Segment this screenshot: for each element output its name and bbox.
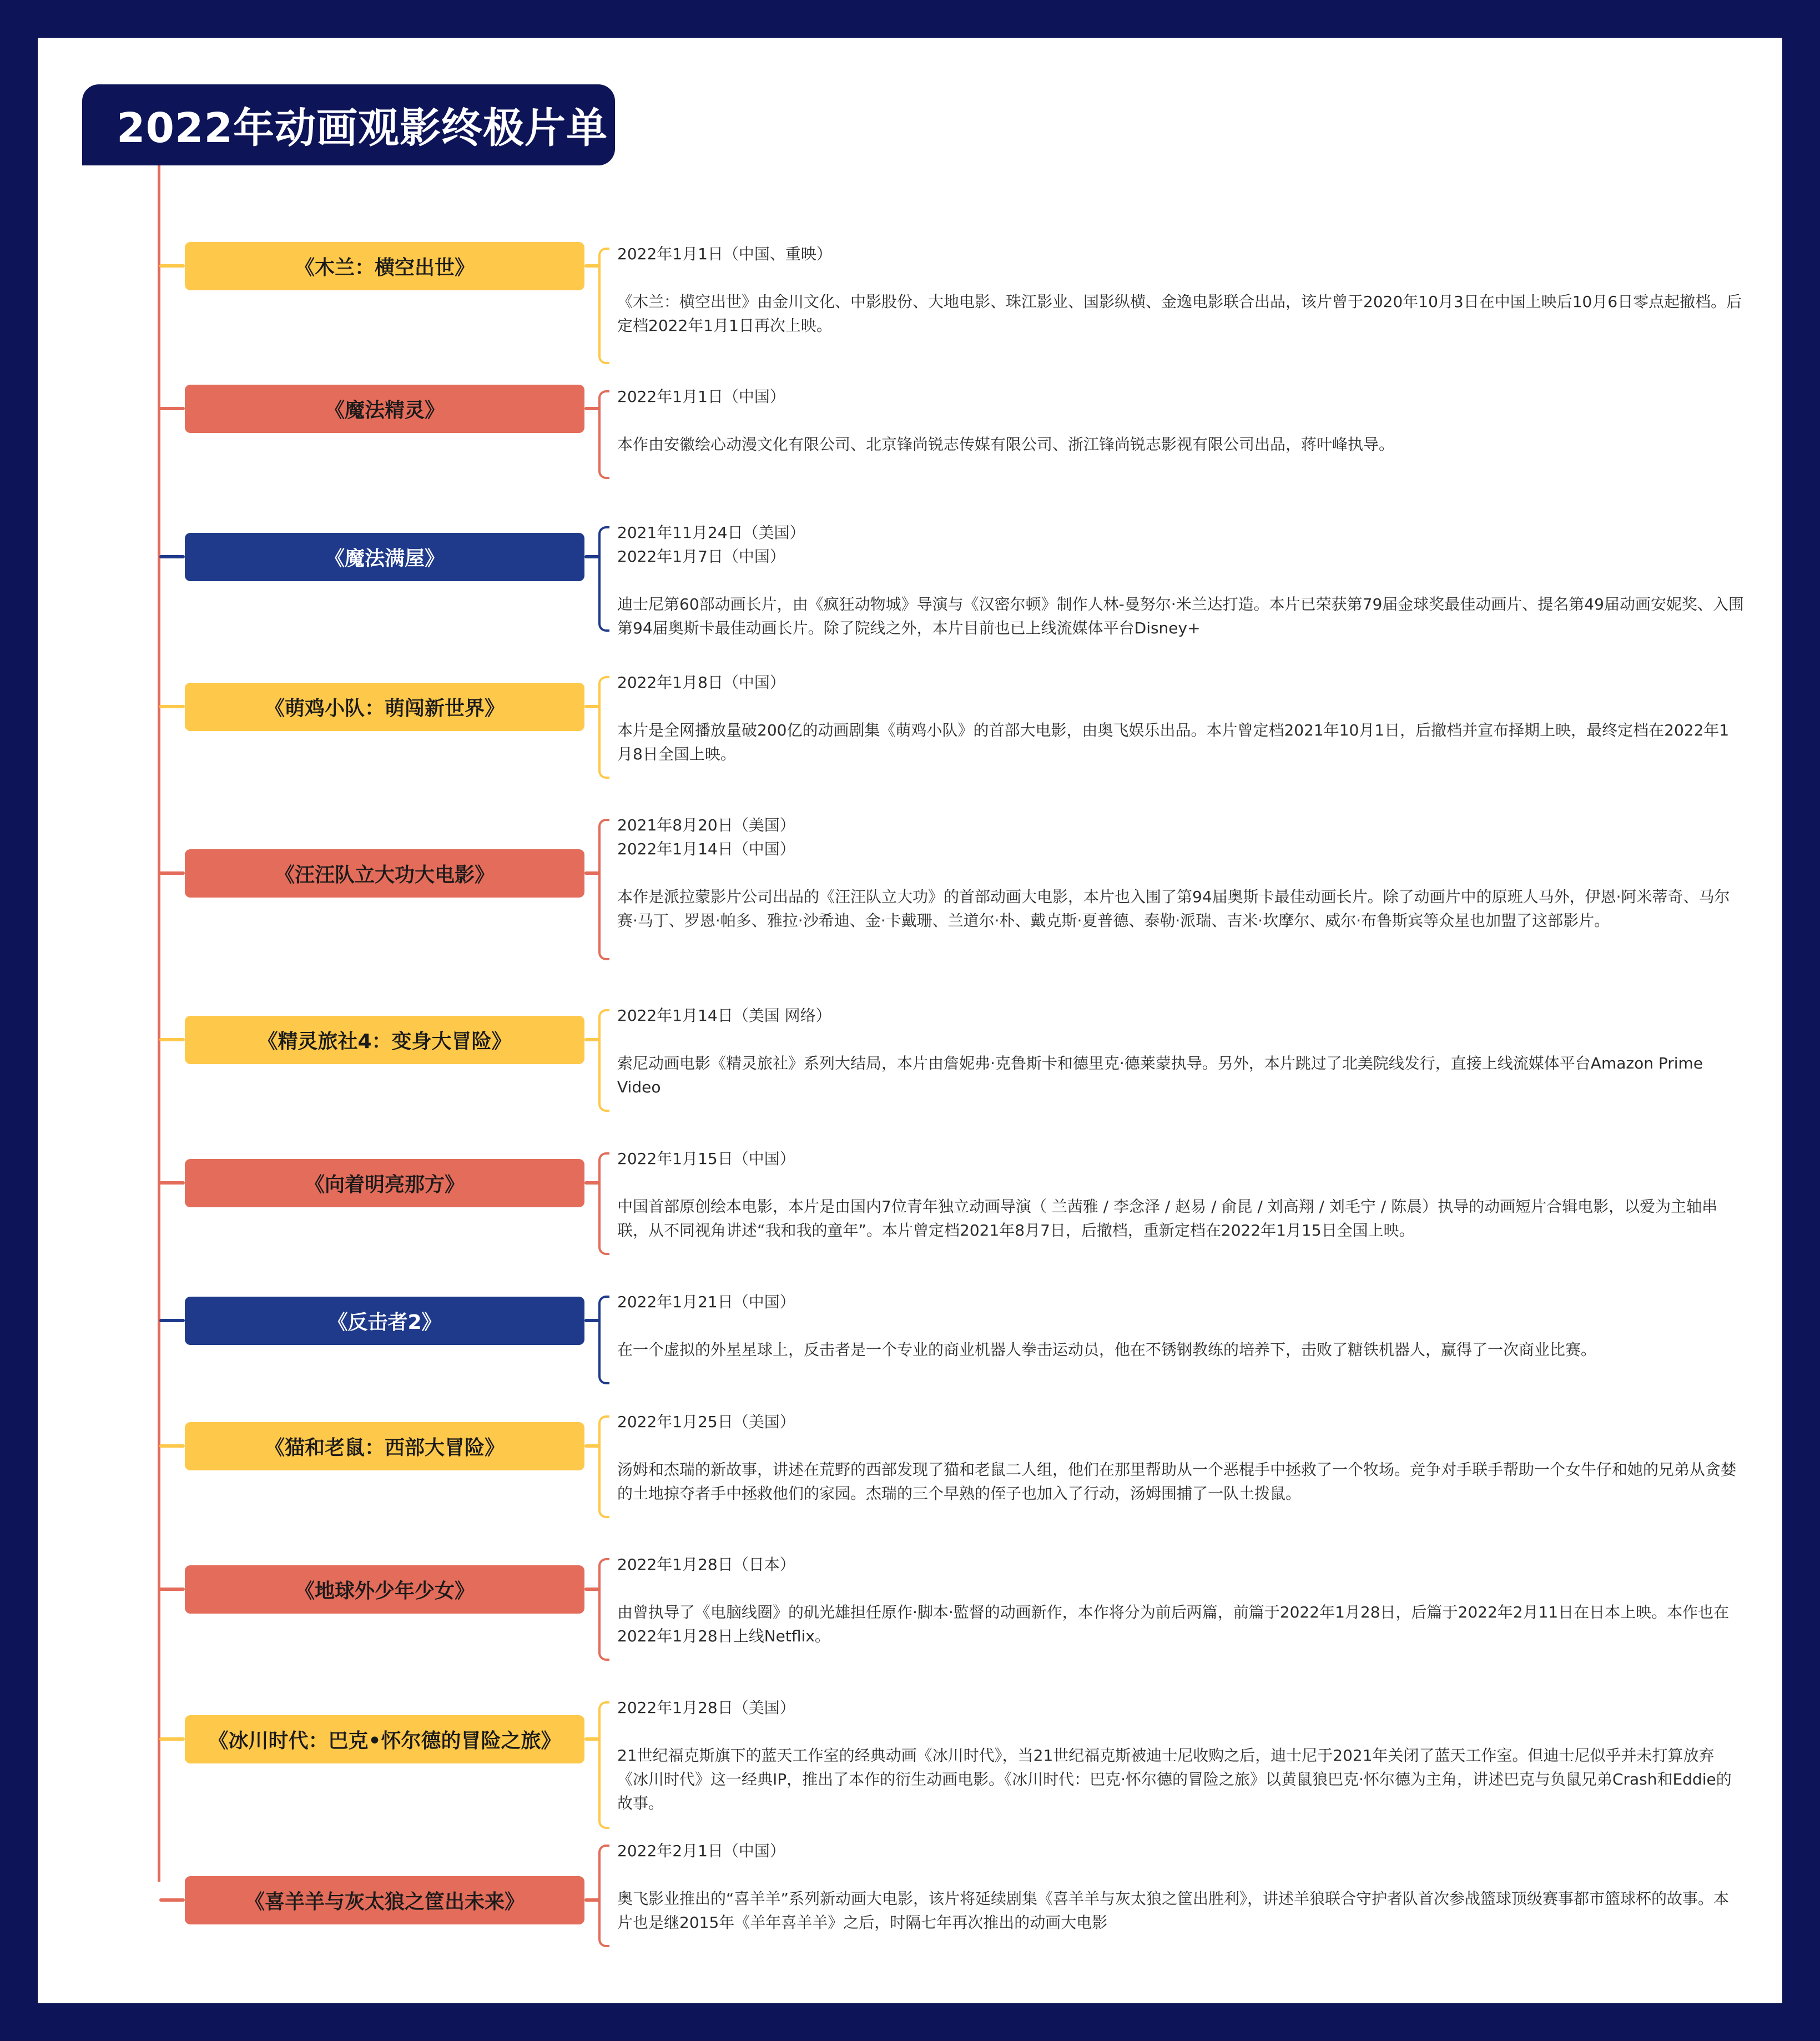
- movie-details: [617, 1839, 1744, 1934]
- movie-title: 《魔法精灵》: [324, 399, 445, 422]
- detail-connector: [584, 705, 600, 708]
- detail-connector: [584, 1588, 600, 1591]
- release-date: 2022年1月14日（中国）: [617, 840, 795, 858]
- movie-title: 《木兰：横空出世》: [294, 256, 475, 279]
- branch-connector: [159, 555, 185, 558]
- release-date: 2022年1月14日（美国 网络）: [617, 1006, 831, 1025]
- release-date: 2021年11月24日（美国）: [617, 523, 805, 542]
- movie-node[interactable]: [185, 1016, 584, 1064]
- detail-bracket: [598, 1415, 609, 1518]
- movie-title: 《向着明亮那方》: [304, 1173, 465, 1196]
- release-date: 2021年8月20日（美国）: [617, 816, 795, 834]
- detail-bracket: [598, 1701, 609, 1829]
- movie-description: 《木兰：横空出世》由金川文化、中影股份、大地电影、珠江影业、国影纵横、金逸电影联合出品，该片曾于2020年10月3日在中国上映后10月6日零点起撤档。后定档2022年1月1日再次上映。: [617, 293, 1742, 335]
- movie-description: 奥飞影业推出的“喜羊羊”系列新动画大电影，该片将延续剧集《喜羊羊与灰太狼之筐出胜利》，讲述羊狼联合守护者队首次参战篮球顶级赛事都市篮球杯的故事。本片也是继2015年《羊年喜羊羊》之后，时隔七年再次推出的动画大电影: [617, 1889, 1730, 1932]
- movie-details: [617, 1553, 1744, 1648]
- release-date: 2022年1月1日（中国）: [617, 387, 785, 406]
- release-date: 2022年1月21日（中国）: [617, 1293, 795, 1311]
- detail-connector: [584, 871, 600, 875]
- trunk-line: [158, 165, 160, 1882]
- release-date: 2022年1月28日（日本）: [617, 1555, 795, 1574]
- title-box: [82, 84, 615, 165]
- movie-description: 索尼动画电影《精灵旅社》系列大结局，本片由詹妮弗·克鲁斯卡和德里克·德莱蒙执导。另外，本片跳过了北美院线发行，直接上线流媒体平台Amazon Prime Video: [617, 1054, 1703, 1096]
- movie-node[interactable]: [185, 385, 584, 433]
- movie-details: [617, 1147, 1744, 1242]
- branch-connector: [159, 1898, 185, 1902]
- movie-node[interactable]: [185, 1565, 584, 1614]
- movie-description: 在一个虚拟的外星星球上，反击者是一个专业的商业机器人拳击运动员，他在不锈钢教练的培养下，击败了糖铁机器人，赢得了一次商业比赛。: [617, 1340, 1597, 1359]
- movie-description: 本作是派拉蒙影片公司出品的《汪汪队立大功》的首部动画大电影，本片也入围了第94届奥斯卡最佳动画长片。除了动画片中的原班人马外，伊恩·阿米蒂奇、马尔赛·马丁、罗恩·帕多、雅拉·沙希迪、金·卡戴珊、兰道尔·朴、戴克斯·夏普德、泰勒·派瑞、吉米·坎摩尔、威尔·布鲁斯宾等众星也加盟了这部影片。: [617, 888, 1730, 930]
- detail-connector: [584, 1737, 600, 1741]
- movie-title: 《冰川时代：巴克•怀尔德的冒险之旅》: [208, 1730, 561, 1752]
- movie-title: 《精灵旅社4：变身大冒险》: [258, 1030, 512, 1053]
- branch-connector: [159, 705, 185, 708]
- branch-connector: [159, 1737, 185, 1741]
- movie-description: 迪士尼第60部动画长片，由《疯狂动物城》导演与《汉密尔顿》制作人林-曼努尔·米兰达打造。本片已荣获第79届金球奖最佳动画片、提名第49届动画安妮奖、入围第94届奥斯卡最佳动画长片。除了院线之外，本片目前也已上线流媒体平台Disney+: [617, 595, 1744, 637]
- detail-bracket: [598, 819, 609, 960]
- branch-connector: [159, 1588, 185, 1591]
- movie-details: [617, 385, 1744, 456]
- movie-description: 本作由安徽绘心动漫文化有限公司、北京锋尚锐志传媒有限公司、浙江锋尚锐志影视有限公司出品，蒋叶峰执导。: [617, 435, 1395, 453]
- movie-node[interactable]: [185, 1876, 584, 1924]
- movie-details: [617, 1290, 1744, 1362]
- movie-node[interactable]: [185, 1159, 584, 1207]
- branch-connector: [159, 1038, 185, 1041]
- movie-node[interactable]: [185, 242, 584, 290]
- release-date: 2022年1月15日（中国）: [617, 1150, 795, 1168]
- release-date: 2022年2月1日（中国）: [617, 1842, 785, 1860]
- movie-details: [617, 1410, 1744, 1505]
- release-date: 2022年1月8日（中国）: [617, 673, 785, 692]
- movie-node[interactable]: [185, 1422, 584, 1470]
- movie-details: [617, 813, 1744, 933]
- movie-node[interactable]: [185, 1715, 584, 1763]
- detail-bracket: [598, 1845, 609, 1947]
- movie-title: 《魔法满屋》: [324, 547, 445, 570]
- detail-connector: [584, 407, 600, 410]
- detail-bracket: [598, 676, 609, 779]
- movie-description: 21世纪福克斯旗下的蓝天工作室的经典动画《冰川时代》，当21世纪福克斯被迪士尼收购之后，迪士尼于2021年关闭了蓝天工作室。但迪士尼似乎并未打算放弃《冰川时代》这一经典IP，推出了本作的衍生动画电影。《冰川时代：巴克·怀尔德的冒险之旅》以黄鼠狼巴克·怀尔德为主角，讲述巴克与负鼠兄弟Crash和Eddie的故事。: [617, 1746, 1732, 1812]
- movie-title: 《萌鸡小队：萌闯新世界》: [264, 697, 505, 720]
- movie-description: 汤姆和杰瑞的新故事，讲述在荒野的西部发现了猫和老鼠二人组，他们在那里帮助从一个恶棍手中拯救了一个牧场。竞争对手联手帮助一个女牛仔和她的兄弟从贪婪的土地掠夺者手中拯救他们的家园。杰瑞的三个早熟的侄子也加入了行动，汤姆围捕了一队土拨鼠。: [617, 1460, 1737, 1503]
- movie-details: [617, 1696, 1744, 1815]
- detail-connector: [584, 1898, 600, 1902]
- detail-bracket: [598, 248, 609, 364]
- detail-bracket: [598, 1009, 609, 1112]
- movie-details: [617, 521, 1744, 640]
- movie-title: 《反击者2》: [327, 1311, 442, 1334]
- movie-details: [617, 242, 1744, 337]
- movie-node[interactable]: [185, 849, 584, 898]
- branch-connector: [159, 1181, 185, 1185]
- branch-connector: [159, 407, 185, 410]
- movie-node[interactable]: [185, 533, 584, 581]
- detail-bracket: [598, 390, 609, 479]
- movie-title: 《猫和老鼠：西部大冒险》: [264, 1437, 505, 1459]
- detail-connector: [584, 1319, 600, 1322]
- detail-connector: [584, 1181, 600, 1185]
- detail-connector: [584, 555, 600, 558]
- release-date: 2022年1月7日（中国）: [617, 547, 785, 566]
- release-date: 2022年1月25日（美国）: [617, 1413, 795, 1431]
- mindmap-canvas: [38, 38, 1782, 2003]
- movie-details: [617, 1004, 1744, 1099]
- release-date: 2022年1月1日（中国、重映）: [617, 245, 832, 263]
- movie-title: 《地球外少年少女》: [294, 1580, 475, 1602]
- detail-bracket: [598, 1152, 609, 1255]
- branch-connector: [159, 264, 185, 268]
- movie-title: 《喜羊羊与灰太狼之筐出未来》: [244, 1891, 525, 1913]
- detail-connector: [584, 1038, 600, 1041]
- branch-connector: [159, 1444, 185, 1448]
- detail-bracket: [598, 1296, 609, 1384]
- movie-description: 由曾执导了《电脑线圈》的矶光雄担任原作·脚本·監督的动画新作，本作将分为前后两篇，前篇于2022年1月28日，后篇于2022年2月11日在日本上映。本作也在2022年1月28日上线Netflix。: [617, 1603, 1730, 1645]
- movie-title: 《汪汪队立大功大电影》: [274, 864, 495, 886]
- detail-bracket: [598, 526, 609, 632]
- detail-connector: [584, 1444, 600, 1448]
- movie-description: 中国首部原创绘本电影，本片是由国内7位青年独立动画导演（ 兰茜雅 / 李念泽 / 赵易 / 俞昆 / 刘高翔 / 刘毛宁 / 陈晨）执导的动画短片合辑电影，以爱为主轴串联，从不同视角讲述“我和我的童年”。本片曾定档2021年8月7日，后撤档，重新定档在2022年1月15日全国上映。: [617, 1197, 1718, 1239]
- movie-node[interactable]: [185, 683, 584, 731]
- branch-connector: [159, 1319, 185, 1322]
- movie-description: 本片是全网播放量破200亿的动画剧集《萌鸡小队》的首部大电影，由奥飞娱乐出品。本片曾定档2021年10月1日，后撤档并宣布择期上映，最终定档在2022年1月8日全国上映。: [617, 721, 1730, 763]
- detail-connector: [584, 264, 600, 268]
- detail-bracket: [598, 1558, 609, 1661]
- page-title: 2022年动画观影终极片单: [117, 104, 608, 152]
- movie-node[interactable]: [185, 1297, 584, 1345]
- movie-details: [617, 671, 1744, 766]
- branch-connector: [159, 871, 185, 875]
- release-date: 2022年1月28日（美国）: [617, 1699, 795, 1717]
